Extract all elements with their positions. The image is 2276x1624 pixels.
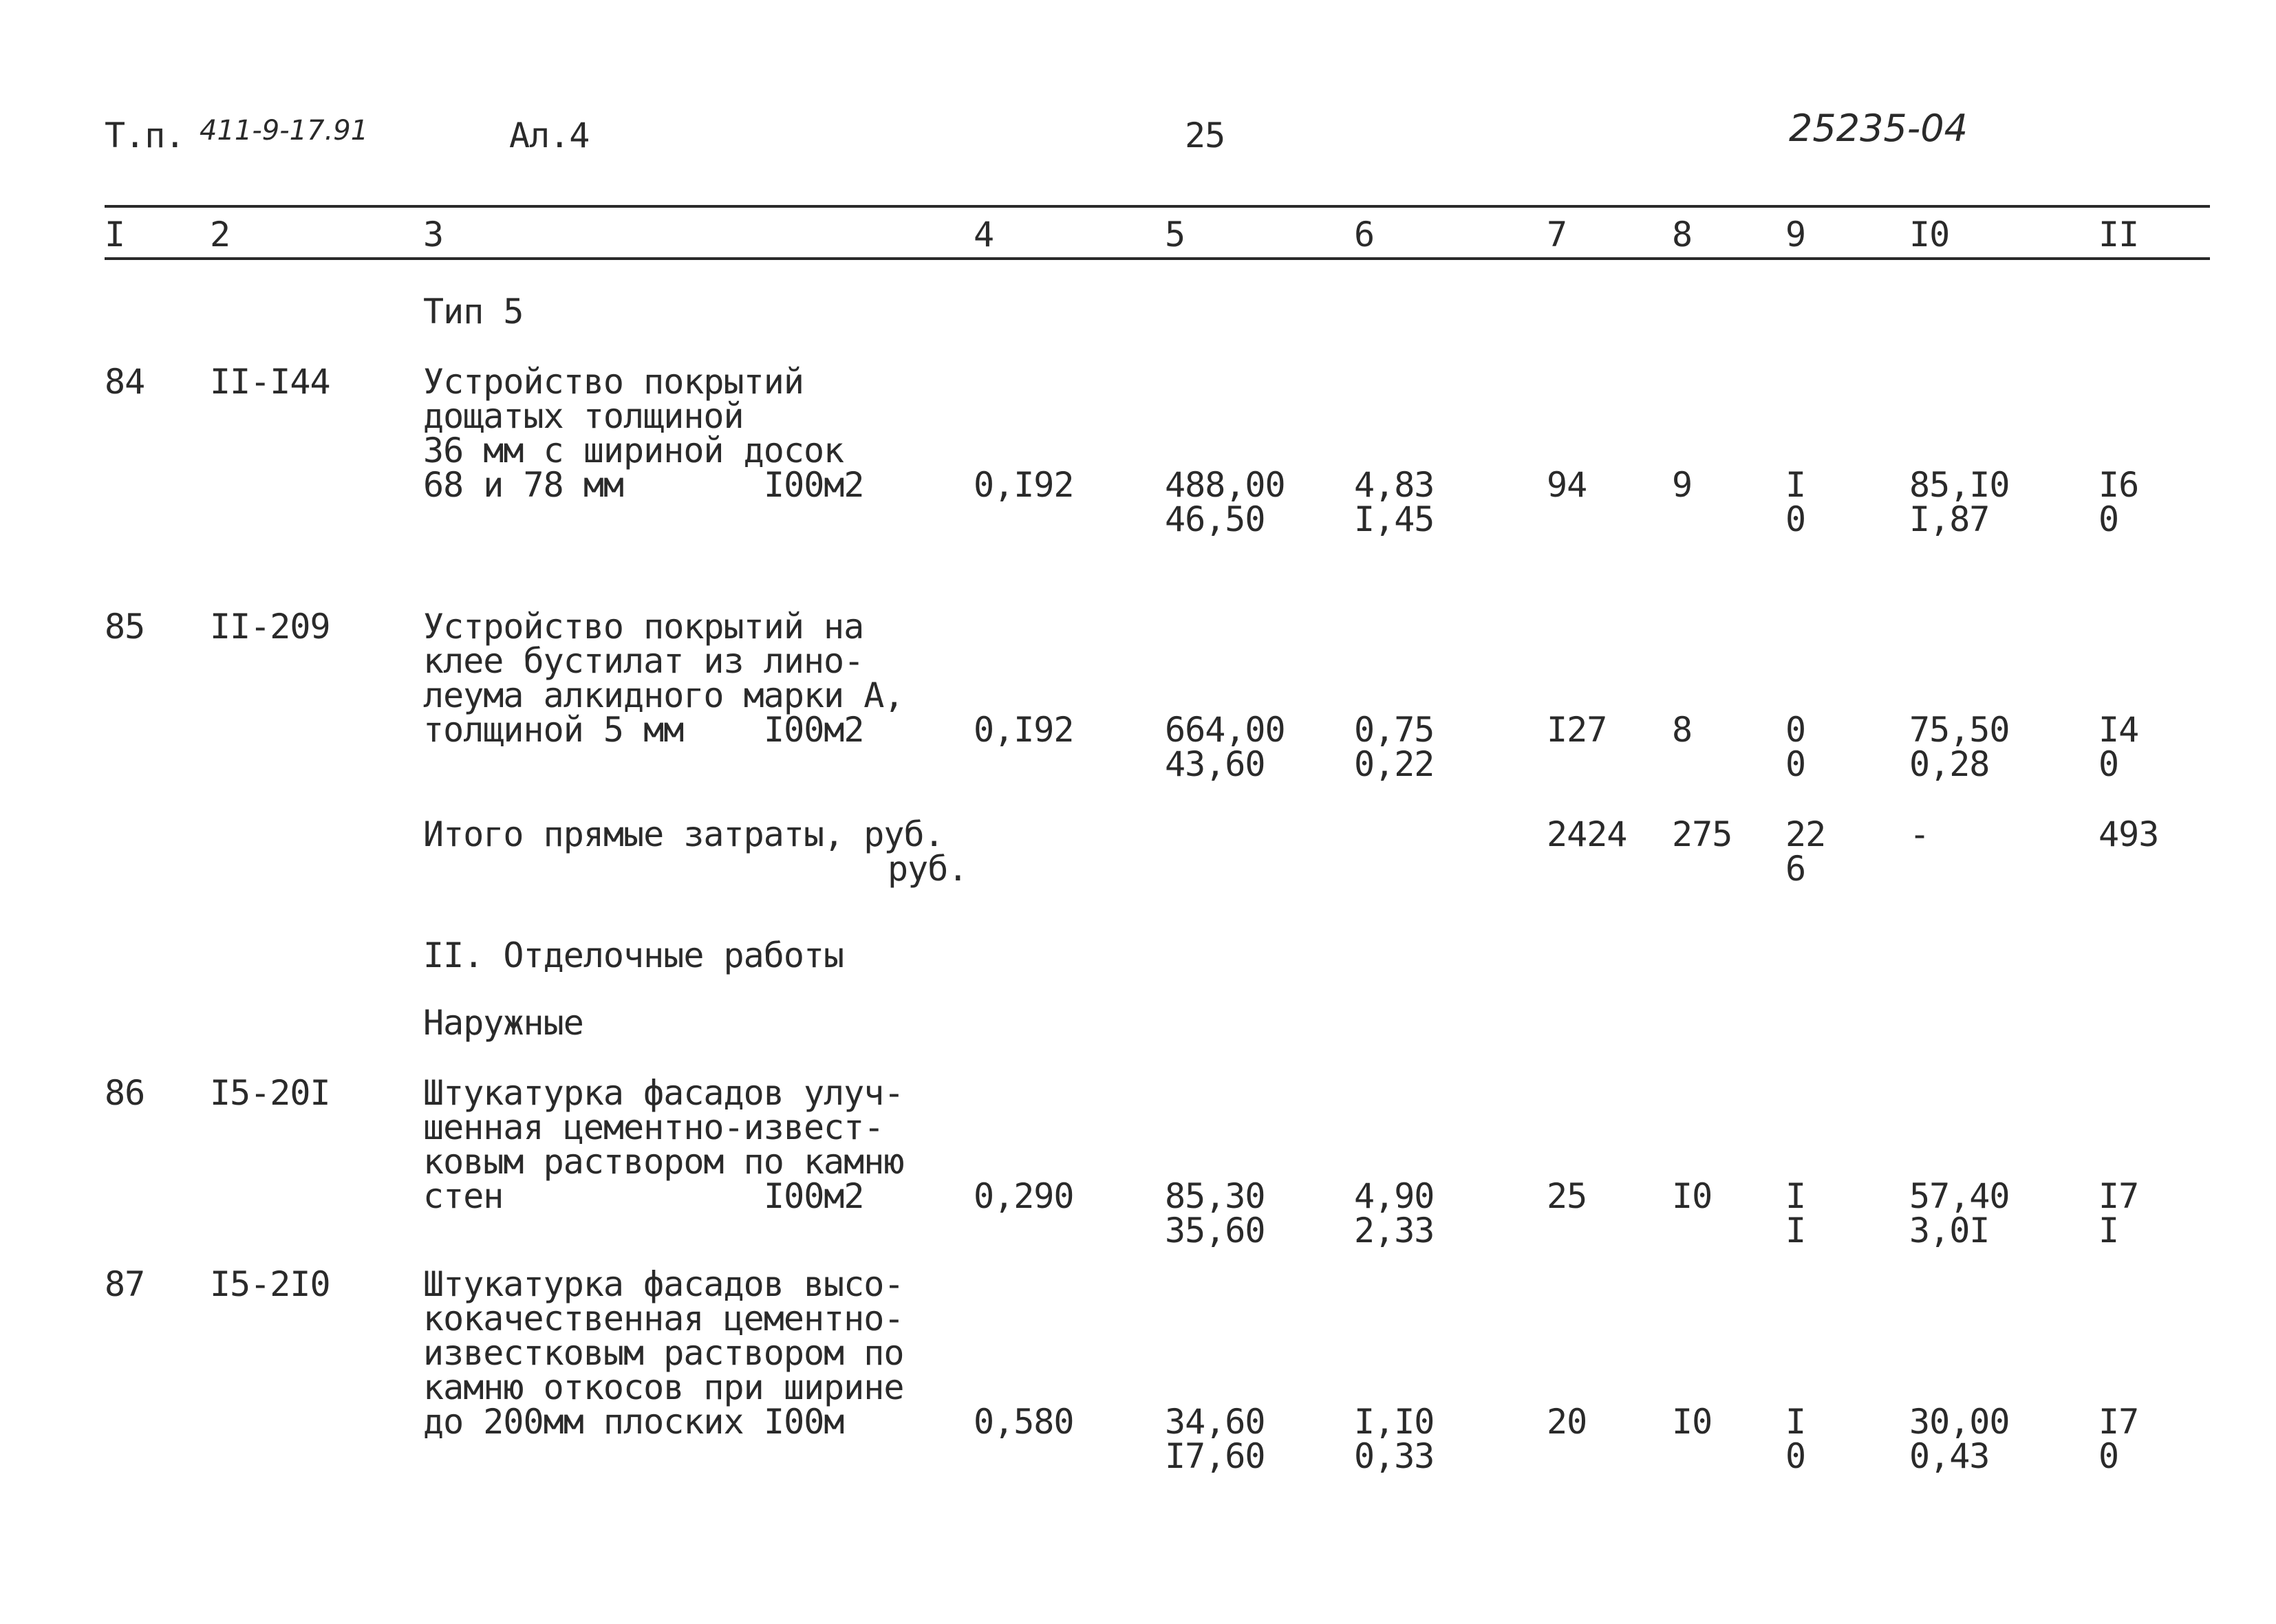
row-col9-bottom: I [1785, 1211, 1806, 1251]
row-col5-bottom: 35,60 [1165, 1211, 1265, 1251]
row-number: 84 [105, 362, 145, 402]
row-unit: I00м [764, 1402, 844, 1442]
row-col9-top: I [1785, 465, 1806, 505]
row-col11-bottom: 0 [2098, 499, 2119, 539]
row-description-line: шенная цементно-извест- [423, 1107, 884, 1147]
row-code: II-I44 [210, 362, 330, 402]
row-col10-bottom: I,87 [1909, 499, 1990, 539]
row-quantity: 0,580 [974, 1402, 1074, 1442]
row-col10-bottom: 0,43 [1909, 1436, 1990, 1476]
row-number: 87 [105, 1264, 145, 1304]
row-unit: I00м2 [764, 1176, 864, 1216]
row-description-line: 68 и 78 мм [423, 465, 624, 505]
total-col7: 2424 [1547, 814, 1627, 854]
row-unit: I00м2 [764, 465, 864, 505]
row-quantity: 0,290 [974, 1176, 1074, 1216]
row-col9-top: I [1785, 1176, 1806, 1216]
row-description-line: кокачественная цементно- [423, 1299, 904, 1339]
row-description-line: Штукатурка фасадов улуч- [423, 1073, 904, 1113]
row-col11-bottom: 0 [2098, 1436, 2119, 1476]
tp-label: Т.п. [105, 116, 185, 155]
row-col10-bottom: 3,0I [1909, 1211, 1990, 1251]
row-col10-bottom: 0,28 [1909, 744, 1990, 784]
row-col5-bottom: I7,60 [1165, 1436, 1265, 1476]
row-code: I5-20I [210, 1073, 330, 1113]
column-header-9: 9 [1785, 215, 1806, 255]
row-col5-bottom: 43,60 [1165, 744, 1265, 784]
row-description-line: леума алкидного марки А, [423, 675, 904, 715]
row-description-line: до 200мм плоских [423, 1402, 744, 1442]
row-description-line: дощатых толщиной [423, 396, 744, 436]
row-col10-top: 57,40 [1909, 1176, 2010, 1216]
row-col6-bottom: I,45 [1354, 499, 1435, 539]
row-col9-bottom: 0 [1785, 1436, 1806, 1476]
section-type-label: Тип 5 [423, 292, 524, 332]
row-col10-top: 30,00 [1909, 1402, 2010, 1442]
row-col11-top: I7 [2098, 1176, 2139, 1216]
column-header-8: 8 [1672, 215, 1693, 255]
total-col10: - [1909, 814, 1930, 854]
row-description-line: Устройство покрытий [423, 362, 804, 402]
column-header-3: 3 [423, 215, 444, 255]
total-label: Итого прямые затраты, руб. [423, 814, 944, 854]
row-col6-bottom: 2,33 [1354, 1211, 1435, 1251]
row-col9-top: 0 [1785, 710, 1806, 750]
row-col7: 25 [1547, 1176, 1587, 1216]
column-header-11: II [2098, 215, 2139, 255]
section-2-subtitle: Наружные [423, 1003, 583, 1043]
row-description-line: Штукатурка фасадов высо- [423, 1264, 904, 1304]
row-description-line: 36 мм с шириной досок [423, 431, 844, 470]
row-col11-top: I7 [2098, 1402, 2139, 1442]
row-quantity: 0,I92 [974, 710, 1074, 750]
row-quantity: 0,I92 [974, 465, 1074, 505]
row-unit: I00м2 [764, 710, 864, 750]
column-header-1: I [105, 215, 125, 255]
row-col8: 8 [1672, 710, 1693, 750]
column-header-6: 6 [1354, 215, 1375, 255]
row-description-line: толщиной 5 мм [423, 710, 684, 750]
row-code: II-209 [210, 607, 330, 647]
section-2-title: II. Отделочные работы [423, 935, 844, 975]
row-col11-top: I6 [2098, 465, 2139, 505]
row-col7: 94 [1547, 465, 1587, 505]
row-col11-top: I4 [2098, 710, 2139, 750]
tp-number: 411-9-17.91 [200, 115, 369, 147]
header-bottom-rule [105, 257, 2210, 260]
row-col10-top: 85,I0 [1909, 465, 2010, 505]
row-col7: I27 [1547, 710, 1607, 750]
row-description-line: известковым раствором по [423, 1333, 904, 1373]
row-description-line: ковым раствором по камню [423, 1142, 904, 1182]
row-col5-top: 34,60 [1165, 1402, 1265, 1442]
row-col11-bottom: I [2098, 1211, 2119, 1251]
row-description-line: камню откосов при ширине [423, 1367, 904, 1407]
document-code: 25235-04 [1789, 107, 1968, 150]
row-col6-top: 0,75 [1354, 710, 1435, 750]
album-label: Ал.4 [509, 116, 590, 155]
total-col9-top: 22 [1785, 814, 1826, 854]
row-col7: 20 [1547, 1402, 1587, 1442]
column-header-4: 4 [974, 215, 994, 255]
row-col8: I0 [1672, 1402, 1713, 1442]
total-col8: 275 [1672, 814, 1732, 854]
row-col8: I0 [1672, 1176, 1713, 1216]
row-description-line: Устройство покрытий на [423, 607, 864, 647]
column-header-5: 5 [1165, 215, 1185, 255]
row-col6-bottom: 0,22 [1354, 744, 1435, 784]
row-col9-bottom: 0 [1785, 499, 1806, 539]
column-header-2: 2 [210, 215, 230, 255]
row-col6-top: 4,83 [1354, 465, 1435, 505]
total-col9-bottom: 6 [1785, 849, 1806, 889]
row-col6-top: 4,90 [1354, 1176, 1435, 1216]
column-header-10: I0 [1909, 215, 1950, 255]
page-number: 25 [1185, 116, 1225, 155]
row-col5-top: 85,30 [1165, 1176, 1265, 1216]
total-label-2: руб. [888, 849, 968, 889]
total-col11: 493 [2098, 814, 2159, 854]
row-number: 85 [105, 607, 145, 647]
column-header-7: 7 [1547, 215, 1567, 255]
row-description-line: стен [423, 1176, 504, 1216]
row-col5-top: 488,00 [1165, 465, 1285, 505]
row-col5-bottom: 46,50 [1165, 499, 1265, 539]
row-number: 86 [105, 1073, 145, 1113]
row-col6-bottom: 0,33 [1354, 1436, 1435, 1476]
row-col9-top: I [1785, 1402, 1806, 1442]
row-description-line: клее бустилат из лино- [423, 641, 864, 681]
row-col6-top: I,I0 [1354, 1402, 1435, 1442]
top-rule [105, 205, 2210, 208]
row-col11-bottom: 0 [2098, 744, 2119, 784]
row-col9-bottom: 0 [1785, 744, 1806, 784]
row-col8: 9 [1672, 465, 1693, 505]
row-col10-top: 75,50 [1909, 710, 2010, 750]
row-col5-top: 664,00 [1165, 710, 1285, 750]
row-code: I5-2I0 [210, 1264, 330, 1304]
